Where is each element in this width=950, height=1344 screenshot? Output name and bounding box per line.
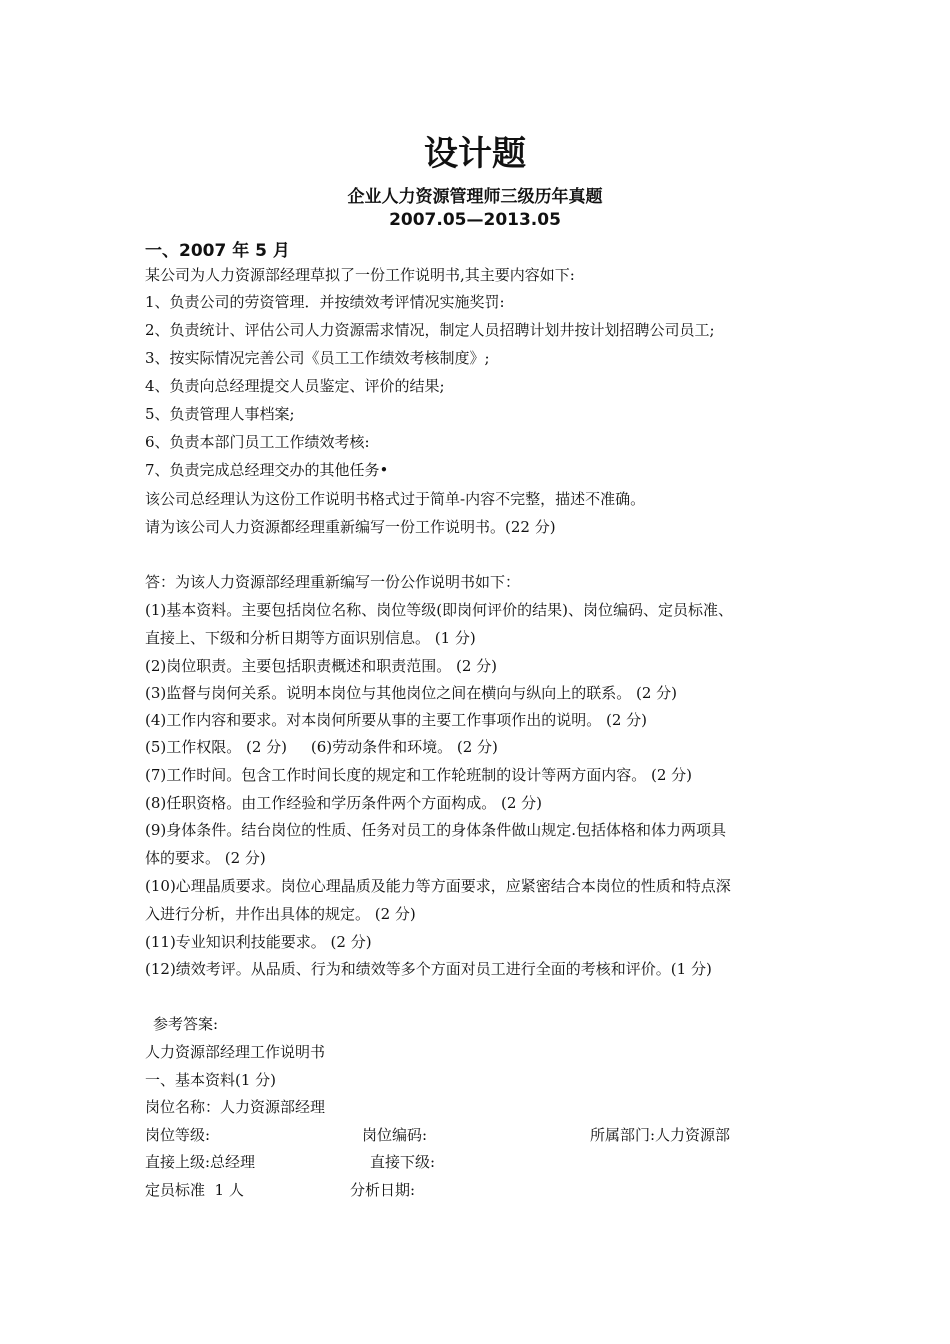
answer-line: (12)绩效考评。从品质、行为和绩效等多个方面对员工进行全面的考核和评价。(1 分) (145, 960, 712, 978)
answer-line: (5)工作权限。 (2 分) (6)劳动条件和环境。 (2 分) (145, 738, 498, 756)
reference-line: 人力资源部经理工作说明书 (145, 1043, 326, 1061)
answer-line: (3)监督与岗何关系。说明本岗位与其他岗位之间在横向与纵向上的联系。 (2 分) (145, 684, 678, 702)
question-line: 5、负责管理人事档案; (145, 405, 295, 423)
section-heading: 一、2007 年 5 月 (145, 241, 290, 261)
answer-line: 直接上、下级和分析日期等方面识别信息。 (1 分) (145, 629, 476, 647)
date-range: 2007.05—2013.05 (389, 210, 561, 230)
answer-line: (7)工作时间。包含工作时间长度的规定和工作轮班制的设计等两方面内容。 (2 分) (145, 766, 693, 784)
question-line: 某公司为人力资源部经理草拟了一份工作说明书,其主要内容如下: (145, 266, 575, 284)
answer-line: (9)身体条件。结台岗位的性质、任务对员工的身体条件做山规定.包括体格和体力两项具 (145, 821, 727, 839)
reference-line: 岗位名称：人力资源部经理 (145, 1098, 326, 1116)
form-field: 岗位等级: (145, 1126, 211, 1144)
reference-heading: 参考答案: (153, 1015, 219, 1033)
reference-line: 一、基本资料(1 分) (145, 1071, 277, 1089)
answer-line: (10)心理晶质要求。岗位心理晶质及能力等方面要求，应紧密结合本岗位的性质和特点深 (145, 877, 731, 895)
form-field: 分析日期: (350, 1181, 416, 1199)
question-line: 该公司总经理认为这份工作说明书格式过于简单-内容不完整，描述不准确。 (145, 490, 646, 508)
question-line: 4、负责向总经理提交人员鉴定、评价的结果; (145, 377, 445, 395)
page-title: 设计题 (424, 134, 526, 174)
form-field: 直接下级: (370, 1153, 436, 1171)
page-subtitle: 企业人力资源管理师三级历年真题 (347, 187, 603, 207)
answer-line: (8)任职资格。由工作经验和学历条件两个方面构成。 (2 分) (145, 794, 543, 812)
question-line: 6、负责本部门员工工作绩效考核: (145, 433, 370, 451)
answer-line: 体的要求。 (2 分) (145, 849, 266, 867)
form-field: 岗位编码: (362, 1126, 428, 1144)
question-line: 请为该公司人力资源都经理重新编写一份工作说明书。(22 分) (145, 518, 556, 536)
answer-line: (2)岗位职责。主要包括职责概述和职责范围。 (2 分) (145, 657, 498, 675)
form-field: 定员标准 1 人 (145, 1181, 244, 1199)
question-line: 1、负责公司的劳资管理．并按绩效考评情况实施奖罚: (145, 293, 505, 311)
answer-line: (4)工作内容和要求。对本岗何所要从事的主要工作事项作出的说明。 (2 分) (145, 711, 648, 729)
question-line: 3、按实际情况完善公司《员工工作绩效考核制度》; (145, 349, 490, 367)
answer-line: (11)专业知识利技能要求。 (2 分) (145, 933, 372, 951)
answer-line: 答：为该人力资源部经理重新编写一份公作说明书如下： (145, 573, 521, 591)
question-line: 7、负责完成总经理交办的其他任务• (145, 461, 389, 479)
form-field: 直接上级:总经理 (145, 1153, 256, 1171)
answer-line: 入进行分析，井作出具体的规定。 (2 分) (145, 905, 416, 923)
question-line: 2、负责统计、评估公司人力资源需求情况，制定人员招聘计划井按计划招聘公司员工; (145, 321, 715, 339)
answer-line: (1)基本资料。主要包括岗位名称、岗位等级(即岗何评价的结果)、岗位编码、定员标准、 (145, 601, 733, 619)
form-field: 所属部门:人力资源部 (590, 1126, 731, 1144)
